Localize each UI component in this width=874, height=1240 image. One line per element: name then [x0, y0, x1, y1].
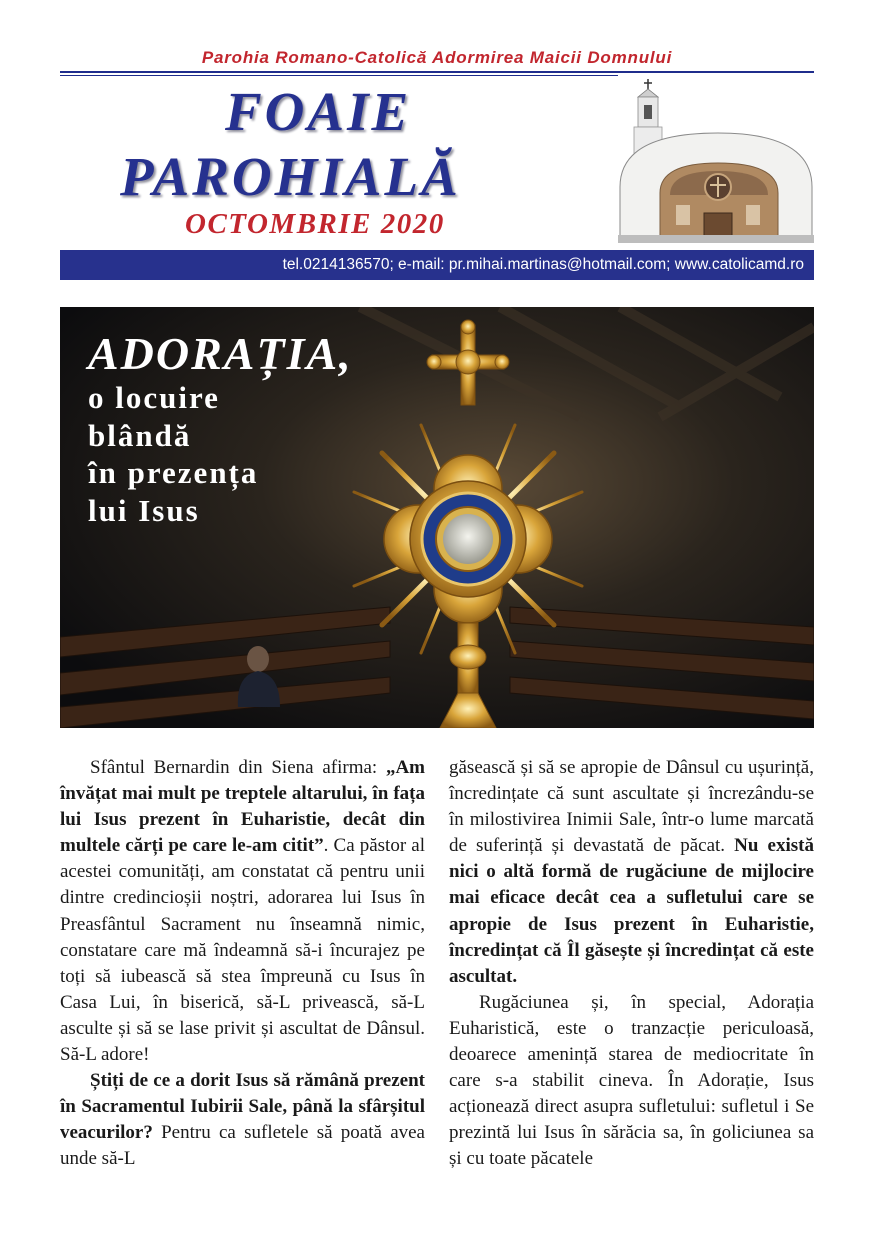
article-paragraph: [60, 1068, 425, 1172]
header-rule: [60, 71, 814, 73]
article-text: . Ca păstor al acestei comunități, am constatat că pentru unii dintre credincioșii noștri, adorarea lui Isus în Preasfântul Sacrament nu înseamnă nimic, constatare care mă îndeamnă să-i încurajez pe toți să iubească să stea împreună cu Isus în Casa Lui, în biserică, să-L privească, să-L asculte și să se lase privit și ascultat de Dânsul. Să-L adore!: [60, 835, 425, 1066]
hero-subtitle-line: lui Isus: [88, 492, 200, 528]
hero-subtitle-line: o locuire: [88, 380, 220, 415]
hero-subtitle-line: în prezența: [88, 455, 259, 490]
church-photo: [618, 75, 814, 243]
article-text: Rugăciunea și, în special, Adorația Euharistică, este o tranzacție periculoasă, deoarece amenință starea de mediocritate în care s-a stabilit cineva. În Adorație, Isus acționează direct asupra sufletului: sufletul i Se prezintă lui Isus în sărăcia sa, în goliciunea sa și cu toate păcatele: [449, 991, 814, 1170]
contact-info: tel.0214136570; e-mail: pr.mihai.martinas@hotmail.com; www.catolicamd.ro: [282, 256, 804, 273]
hero-subtitle-line: blândă: [88, 417, 192, 453]
article-paragraph: [449, 990, 814, 1173]
article-column-left: [60, 755, 425, 1173]
bernardin-quote: „Am învățat mai mult pe treptele altarului, în fața lui Isus prezent în Euharistie, decât din multele cărți pe care le-am citit”: [60, 757, 425, 857]
contact-bar: [60, 250, 814, 280]
article-text: Sfântul Bernardin din Siena afirma:: [90, 757, 386, 778]
title-line-1: FOAIE: [225, 81, 412, 142]
article-paragraph: [449, 755, 814, 990]
article-column-right: [449, 755, 814, 1173]
issue-month: OCTOMBRIE 2020: [185, 208, 445, 240]
hero-subtitle: [88, 379, 348, 529]
article-text: găsească și să se apropie de Dânsul cu ușurință, încredințate că sunt ascultate și încrezându-se în milostivirea Inimii Sale, într-o lume marcată de suferință și devastată de păcat.: [449, 757, 814, 857]
title-line-2: PAROHIALĂ: [120, 146, 461, 207]
parish-name: Parohia Romano-Catolică Adormirea Maicii Domnului: [201, 48, 673, 67]
hero-banner: [60, 307, 814, 728]
article-paragraph: [60, 755, 425, 1068]
article-text: Pentru ca sufletele să poată avea unde să-L: [60, 1122, 425, 1170]
article-question: Știți de ce a dorit Isus să rămână prezent în Sacramentul Iubirii Sale, până la sfârșitul veacurilor?: [60, 1070, 425, 1144]
hero-title: ADORAȚIA,: [88, 328, 353, 379]
article-emphasis: Nu există nici o altă formă de rugăciune de mijlocire mai eficace decât cea a sufletului care se apropie de Isus prezent în Euharistie, încredințat că Îl găsește și încredințat că este ascultat.: [449, 835, 814, 987]
